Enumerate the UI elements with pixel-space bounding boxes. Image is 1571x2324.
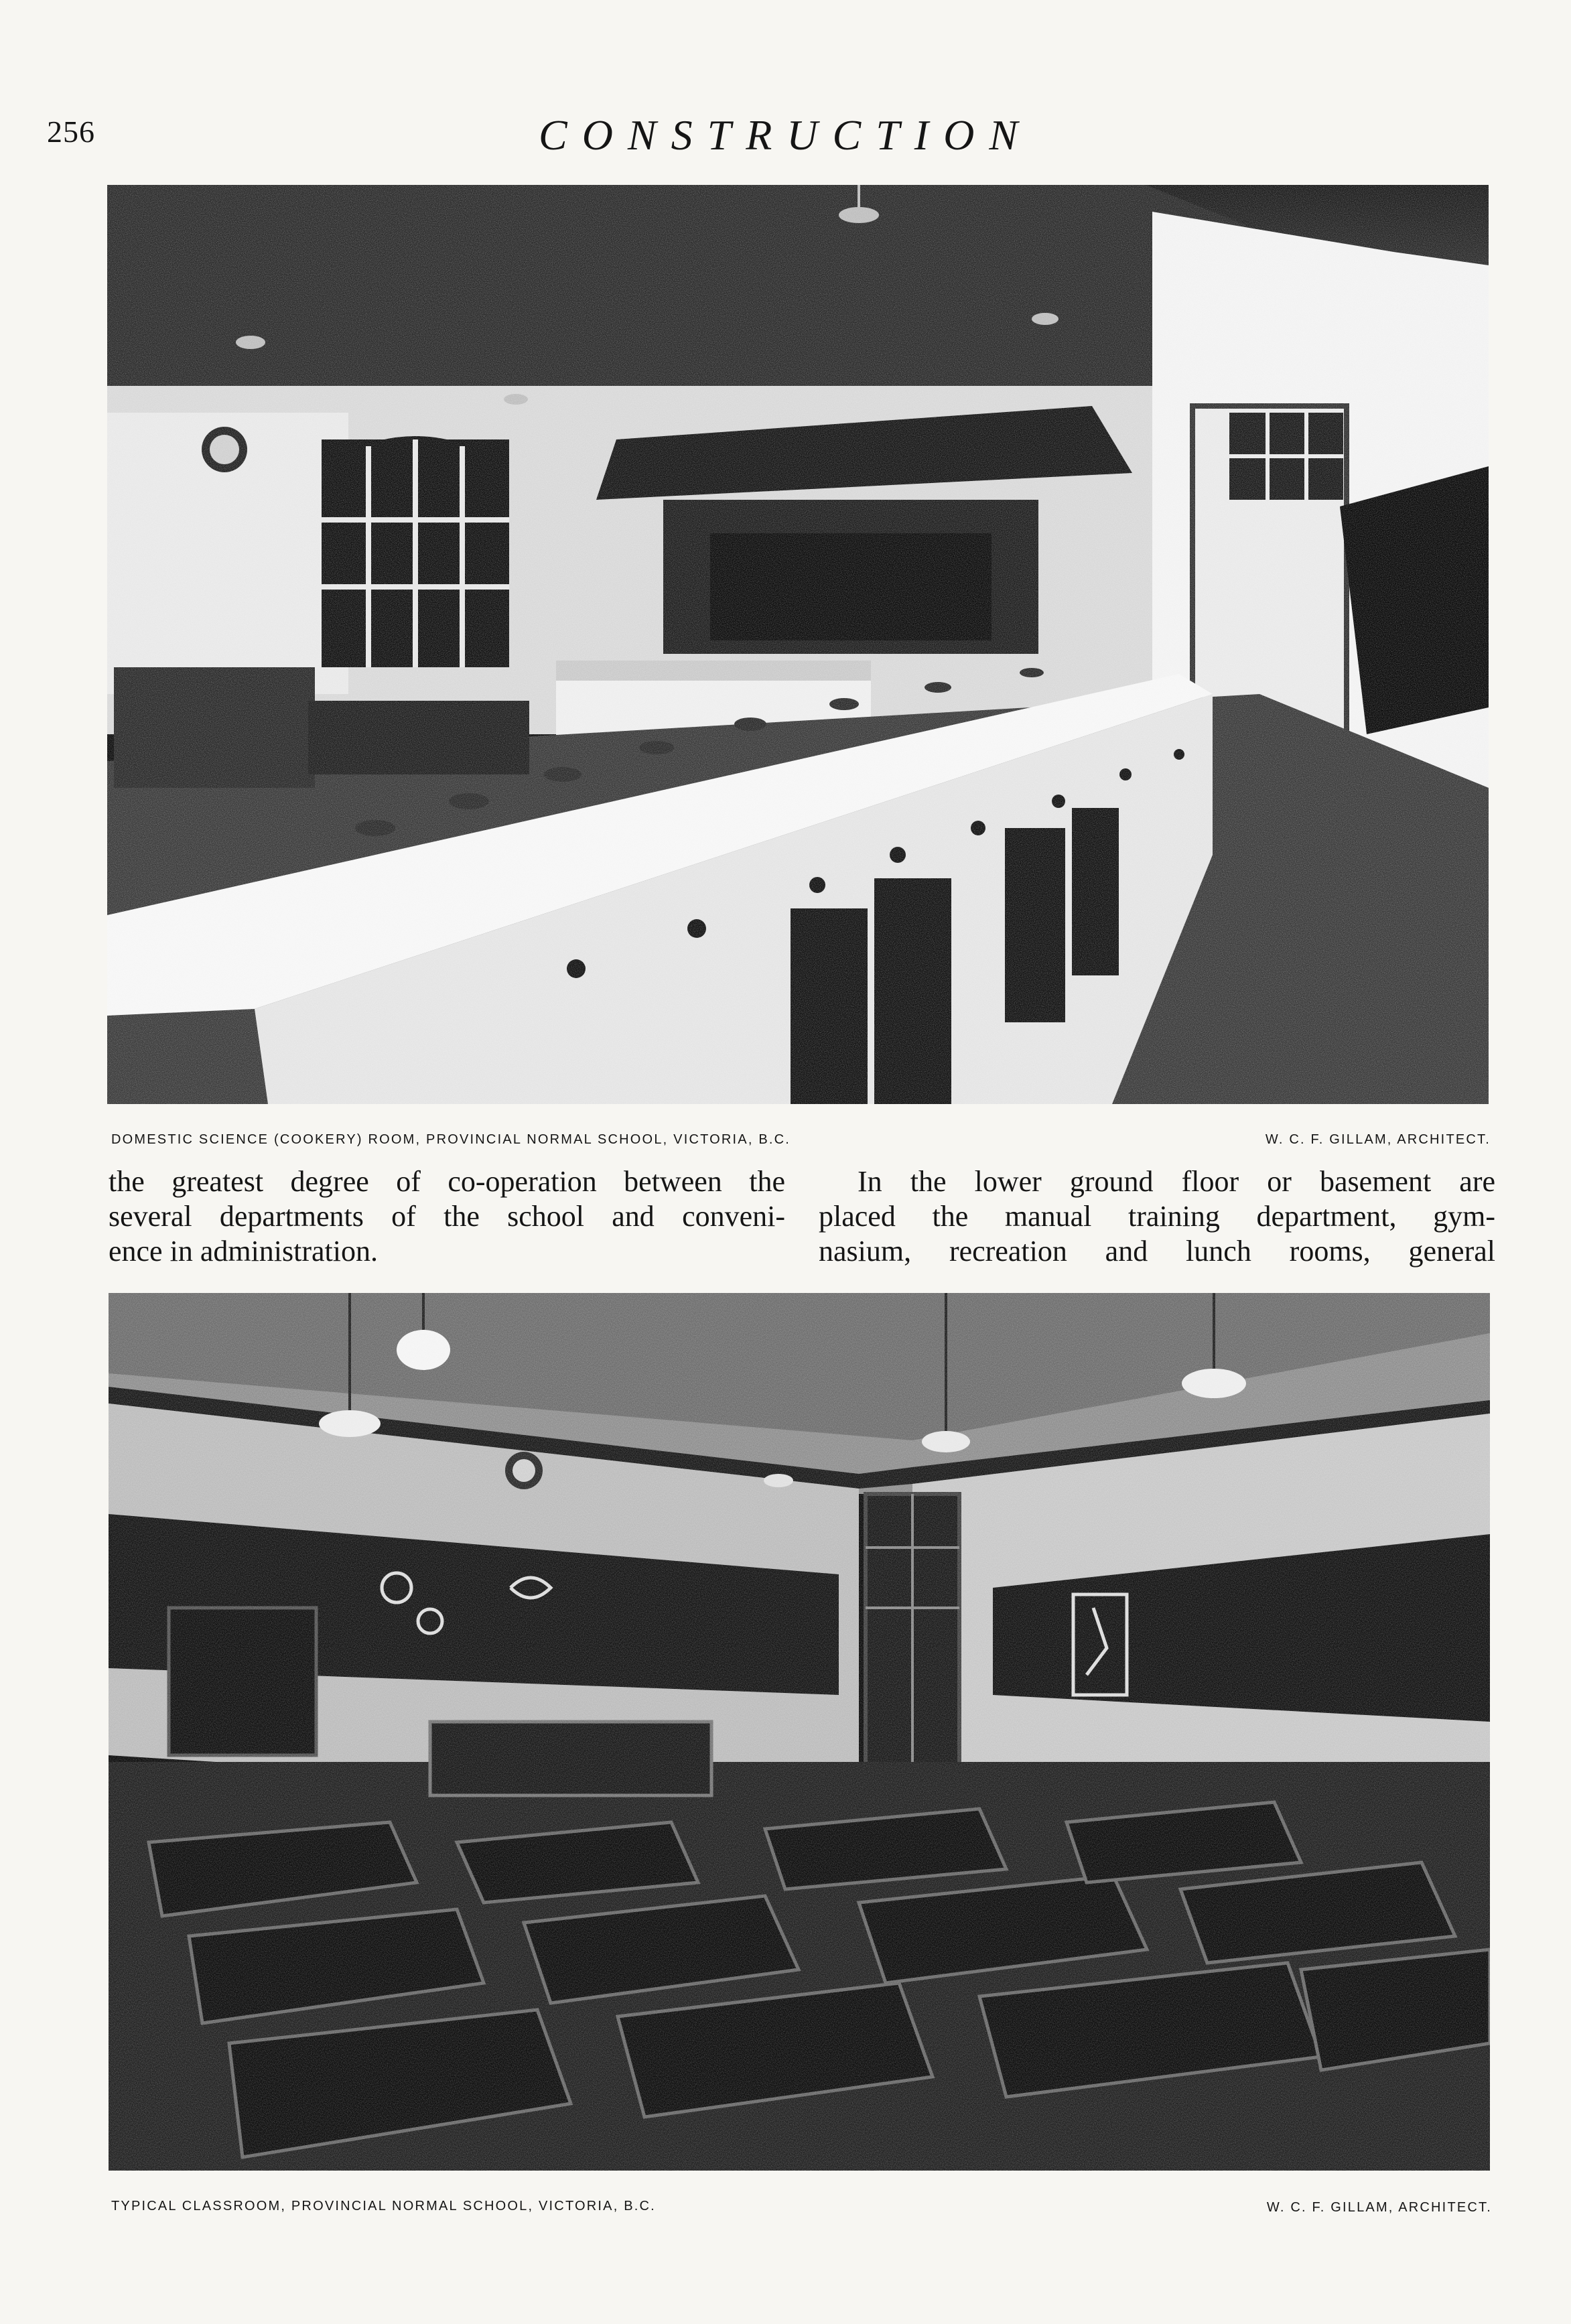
photo-cookery-room-image: [107, 185, 1489, 1104]
body-line: the greatest degree of co-operation between the: [109, 1165, 785, 1198]
caption-classroom: TYPICAL CLASSROOM, PROVINCIAL NORMAL SCHOOL, VICTORIA, B.C.: [111, 2199, 656, 2213]
photo-classroom-image: [109, 1293, 1490, 2171]
body-line: In the lower ground floor or basement are: [858, 1165, 1495, 1198]
body-line: nasium, recreation and lunch rooms, general: [819, 1235, 1495, 1268]
body-line: several departments of the school and conveni-: [109, 1200, 785, 1233]
caption-cookery-room: DOMESTIC SCIENCE (COOKERY) ROOM, PROVINCIAL NORMAL SCHOOL, VICTORIA, B.C.: [111, 1132, 791, 1147]
body-column-right: [819, 1164, 1495, 1269]
caption-classroom-architect: W. C. F. GILLAM, ARCHITECT.: [1266, 2200, 1492, 2215]
body-column-left: [109, 1164, 785, 1269]
caption-cookery-room-architect: W. C. F. GILLAM, ARCHITECT.: [1265, 1132, 1491, 1147]
photo-classroom: [109, 1293, 1490, 2171]
body-line: placed the manual training department, gym-: [819, 1200, 1495, 1233]
body-line: ence in administration.: [109, 1235, 378, 1268]
page-number: 256: [47, 115, 95, 149]
photo-cookery-room: [107, 185, 1489, 1104]
running-head: CONSTRUCTION: [539, 111, 1032, 159]
